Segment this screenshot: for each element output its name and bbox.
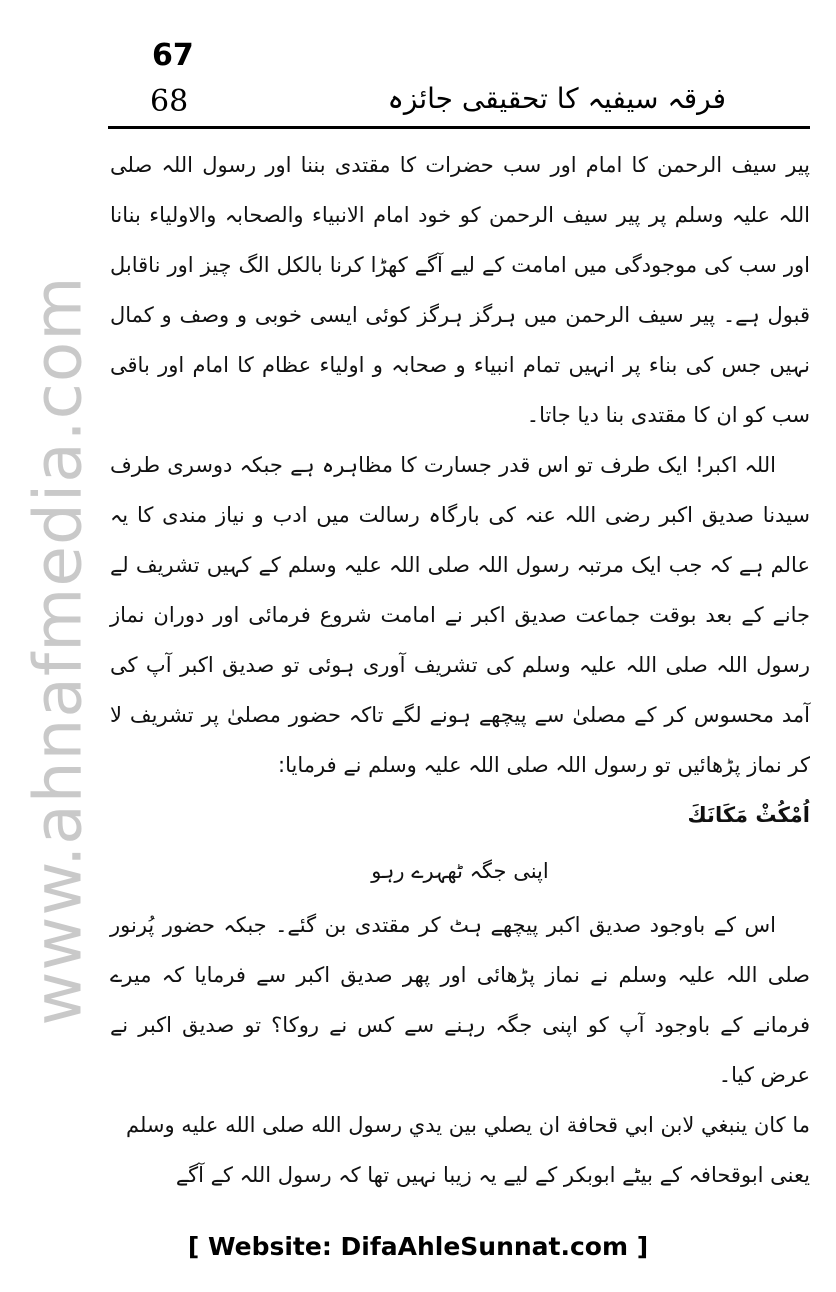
pdf-page-number: 67 (152, 38, 194, 73)
paragraph-2: اللہ اکبر! ایک طرف تو اس قدر جسارت کا مظاہرہ ہے جبکہ دوسری طرف سیدنا صدیق اکبر رضی اللہ عنہ کی بارگاہ رسالت میں ادب و نیاز مندی کا یہ عالم ہے کہ جب ایک مرتبہ رسول اللہ صلی اللہ علیہ وسلم کے کہیں تشریف لے جانے کے بعد بوقت جماعت صدیق اکبر نے امامت شروع فرمائی اور دوران نماز رسول اللہ صلی اللہ علیہ وسلم کی تشریف آوری ہوئی تو صدیق اکبر آپ کی آمد محسوس کر کے مصلیٰ سے پیچھے ہونے لگے تاکہ حضور مصلیٰ پر تشریف لا کر نماز پڑھائیں تو رسول اللہ صلی اللہ علیہ وسلم نے فرمایا: (110, 453, 810, 777)
reply-translation: یعنی ابوقحافہ کے بیٹے ابوبکر کے لیے یہ زیبا نہیں تھا کہ رسول اللہ کے آگے (175, 1163, 810, 1187)
arabic-reply: ما كان ينبغي لابن ابي قحافة ان يصلي بين يدي رسول الله صلى الله عليه وسلم (125, 1113, 810, 1137)
website-footer: [ Website: DifaAhleSunnat.com ] (187, 1232, 649, 1261)
hadith-quote-translation: اپنی جگہ ٹھہرے رہو (371, 859, 549, 883)
page-body (110, 140, 810, 1200)
running-header-title: فرقہ سیفیہ کا تحقیقی جائزہ (387, 82, 726, 115)
header-divider (108, 126, 810, 129)
hadith-quote-arabic: اُمْكُثْ مَكَانَكَ (687, 803, 810, 827)
book-page-number: 68 (150, 84, 189, 119)
watermark-text: www.ahnafmedia.com (19, 274, 97, 1026)
paragraph-1: پیر سیف الرحمن کا امام اور سب حضرات کا مقتدی بننا اور رسول اللہ صلی اللہ علیہ وسلم پر پیر سیف الرحمن کو خود امام الانبیاء والصحابہ والاولیاء بنانا اور سب کی موجودگی میں امامت کے لیے آگے کھڑا کرنا بالکل الگ چیز اور ناقابل قبول ہے۔ پیر سیف الرحمن میں ہرگز ہرگز کوئی ایسی خوبی و وصف و کمال نہیں جس کی بناء پر انہیں تمام انبیاء و صحابہ و اولیاء عظام کا امام اور باقی سب کو ان کا مقتدی بنا دیا جاتا۔ (110, 153, 810, 427)
paragraph-3: اس کے باوجود صدیق اکبر پیچھے ہٹ کر مقتدی بن گئے۔ جبکہ حضور پُرنور صلی اللہ علیہ وسلم نے نماز پڑھائی اور پھر صدیق اکبر سے فرمایا کہ میرے فرمانے کے باوجود آپ کو اپنی جگہ رہنے سے کس نے روکا؟ تو صدیق اکبر نے عرض کیا۔ (110, 913, 810, 1087)
watermark (18, 274, 98, 1026)
